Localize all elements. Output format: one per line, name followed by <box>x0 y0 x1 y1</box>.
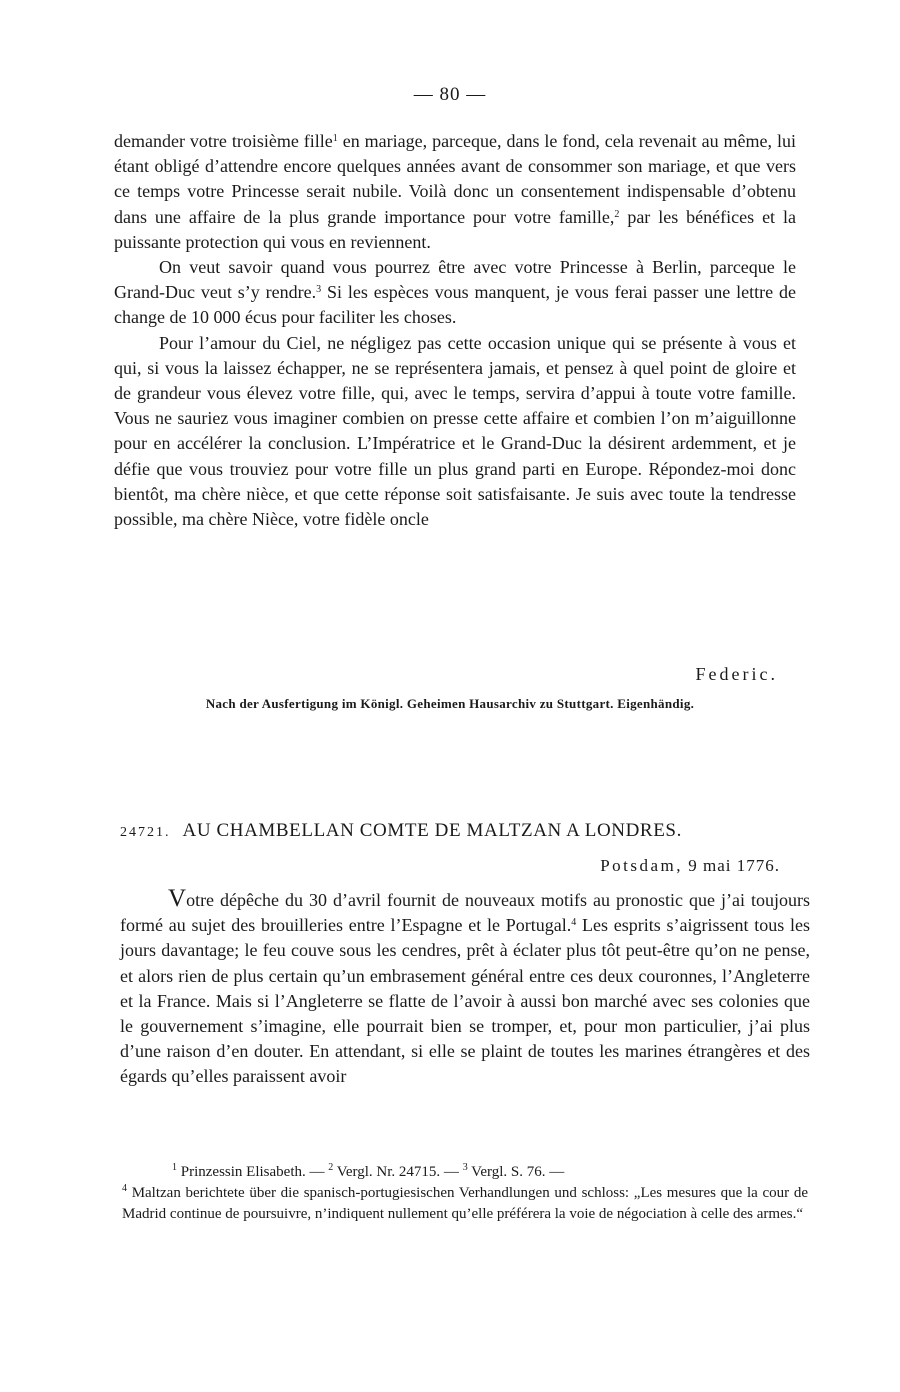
footnote-2-text: Vergl. Nr. 24715. — <box>333 1164 463 1180</box>
paragraph-1-text: demander votre troisième fille <box>114 131 333 151</box>
footnote-marker-1: 1 <box>172 1162 177 1173</box>
footnote-marker-3: 3 <box>462 1162 468 1173</box>
footnotes <box>122 1162 808 1225</box>
footnote-marker-2: 2 <box>328 1162 334 1173</box>
footnote-ref-4: 4 <box>571 917 577 929</box>
footnote-line-1 <box>122 1162 808 1183</box>
footnote-marker-4: 4 <box>122 1183 127 1194</box>
letter-2-body <box>120 885 810 1090</box>
dateline-date: 9 mai 1776. <box>688 856 780 875</box>
letter-number: 24721. <box>120 825 171 840</box>
letter-heading <box>120 820 804 842</box>
paragraph-2-text: On veut savoir quand vous pourrez être avec votre Princesse à Berlin, parceque le Grand-Duc veut s’y rendre. <box>114 257 796 303</box>
footnote-line-2 <box>122 1183 808 1225</box>
letter-title: AU CHAMBELLAN COMTE DE MALTZAN A LONDRES. <box>182 820 682 841</box>
page-number: — 80 — <box>413 84 487 105</box>
letter-2-text: otre dépêche du 30 d’avril fournit de nouveaux motifs au pronostic que j’ai toujours formé au sujet des brouilleries entre l’Espagne et le Portugal. <box>120 890 810 936</box>
letter-2-paragraph <box>120 885 810 1090</box>
footnote-ref-3: 3 <box>316 284 322 296</box>
letter-body <box>114 129 796 532</box>
paragraph-2-text-b: Si les espèces vous manquent, je vous ferai passer une lettre de change de 10 000 écus pour faciliter les choses. <box>114 282 797 328</box>
source-note: Nach der Ausfertigung im Königl. Geheimen Hausarchiv zu Stuttgart. Eigenhändig. <box>205 696 695 711</box>
footnote-3-text: Vergl. S. 76. — <box>467 1164 565 1180</box>
dateline <box>0 856 780 876</box>
footnote-4-text: Maltzan berichtete über die spanisch-portugiesischen Verhandlungen und schloss: „Les mesures que la cour de Madrid continue de poursuivre, n’indiquent nullement qu’elle préférera la voie de négociation à celle des armes.“ <box>122 1185 808 1222</box>
paragraph-2 <box>114 255 796 331</box>
signature: Federic. <box>695 664 778 684</box>
letter-2-text-b: Les esprits s’aigrissent tous les jours davantage; le feu couve sous les cendres, prêt à éclater plus tôt peut-être qu’on ne pense, et alors rien de plus certain qu’un embrasement général entre ces deux couronnes, l’Angleterre et la France. Mais si l’Angleterre se flatte de l’avoir à aussi bon marché avec ses colonies que le gouvernement s’imagine, elle pourrait bien se tromper, et, pour mon particulier, j’ai plus d’une raison d’en douter. En attendant, si elle se plaint de toutes les marines étrangères et des égards qu’elles paraissent avoir <box>120 915 810 1087</box>
paragraph-3: Pour l’amour du Ciel, ne négligez pas cette occasion unique qui se présente à vous et qui, si vous la laissez échapper, ne se représentera jamais, et pensez à quel point de gloire et de grandeur vous élevez votre fille, qui, avec le temps, servira d’appui à toute votre famille. Vous ne sauriez vous imaginer combien on presse cette affaire et combien l’on m’aiguillonne pour en accélérer la conclusion. L’Impératrice et le Grand-Duc la désirent ardemment, et je défie que vous trouviez pour votre fille un plus grand parti en Europe. Répondez-moi donc bientôt, ma chère nièce, et que cette réponse soit satisfaisante. Je suis avec toute la tendresse possible, ma chère Nièce, votre fidèle oncle <box>114 332 796 530</box>
paragraph-1 <box>114 129 796 255</box>
paragraph-1-text-c: par les bénéfices et la puissante protection qui vous en reviennent. <box>114 206 796 252</box>
drop-cap: V <box>168 885 187 912</box>
footnote-ref-2: 2 <box>614 208 620 220</box>
paragraph-1-text-b: en mariage, parceque, dans le fond, cela revenait au même, lui étant obligé d’attendre encore quelques années avant de consommer son mariage, et que vers ce temps votre Princesse serait nubile. Voilà donc un consentement indispensable d’obtenu dans une affaire de la plus grande importance pour votre famille, <box>114 131 796 227</box>
footnote-1-text: Prinzessin Elisabeth. — <box>177 1164 329 1180</box>
footnote-ref-1: 1 <box>332 133 338 144</box>
dateline-place: Potsdam, <box>600 856 683 875</box>
